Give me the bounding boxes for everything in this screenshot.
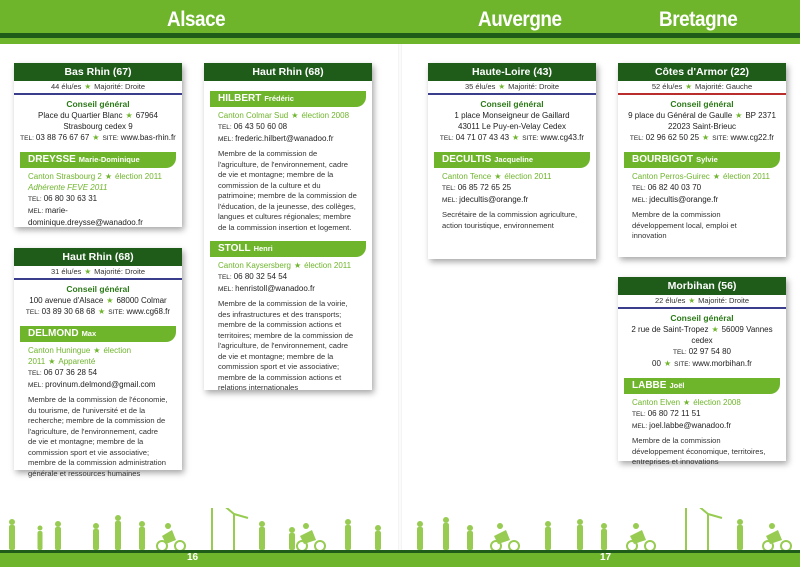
mel-label: MEL:: [632, 197, 648, 204]
email-link[interactable]: jdecultis@orange.fr: [459, 195, 529, 204]
star-icon: ★: [48, 357, 56, 366]
first-name: Frédéric: [264, 94, 294, 103]
email-link[interactable]: frederic.hilbert@wanadoo.fr: [235, 134, 334, 143]
conseil-general: [14, 280, 182, 320]
canton-line: [218, 260, 358, 271]
contact-line: [18, 132, 178, 144]
canton-line: [632, 171, 772, 182]
contact-line: [622, 346, 782, 370]
person-name: [624, 378, 780, 394]
address-line: 1 place Monseigneur de Gaillard: [454, 111, 570, 120]
email-link[interactable]: marie-dominique.dreysse@wanadoo.fr: [28, 206, 143, 227]
person-details: [210, 257, 366, 400]
mel-label: MEL:: [218, 286, 234, 293]
star-icon: ★: [125, 111, 133, 120]
apparente: Apparenté: [58, 357, 96, 366]
canton-line: [28, 171, 168, 182]
star-icon: ★: [663, 359, 672, 368]
email-link[interactable]: provinum.delmond@gmail.com: [45, 380, 156, 389]
address-line: Place du Quartier Blanc: [38, 111, 123, 120]
tel-line: [632, 182, 772, 194]
card-meta: [618, 295, 786, 309]
contact-line: [18, 306, 178, 318]
tel-line: [442, 182, 582, 194]
tel-line: [28, 193, 168, 205]
page-number-right: 17: [600, 552, 612, 563]
tel-label: TEL:: [218, 124, 232, 131]
person-name: [20, 326, 176, 342]
star-icon: ★: [735, 111, 743, 120]
region-title-bretagne: Bretagne: [659, 8, 738, 31]
tel-line: [218, 121, 358, 133]
tel-value: 02 97 54 80 00: [652, 347, 731, 368]
person-details: [20, 168, 176, 234]
conseil-general: [14, 95, 182, 146]
person-details: [20, 342, 176, 485]
page-gutter: [398, 44, 402, 567]
person-name: [624, 152, 780, 168]
election: élection 2011: [722, 172, 770, 181]
site-link[interactable]: www.cg68.fr: [126, 307, 171, 316]
site-link[interactable]: www.cg43.fr: [540, 133, 585, 142]
footer-line: [0, 550, 800, 553]
cg-title: Conseil général: [480, 99, 544, 109]
address-city: 43011 Le Puy-en-Velay Cedex: [458, 122, 566, 131]
first-name: Henri: [253, 244, 273, 253]
person-name: [434, 152, 590, 168]
card-haute-loire: [428, 63, 596, 259]
card-morbihan: [618, 277, 786, 466]
tel-value: 06 07 36 28 54: [43, 368, 98, 377]
tel-value: 06 80 72 11 51: [647, 409, 701, 418]
canton: Canton Huningue: [28, 346, 91, 355]
silhouette-group-left: [9, 515, 381, 551]
person-details: [624, 394, 780, 474]
person-name: [20, 152, 176, 168]
person-labbe: [624, 378, 780, 474]
star-icon: ★: [106, 296, 114, 305]
mel-label: MEL:: [442, 197, 458, 204]
last-name: DELMOND: [28, 328, 79, 339]
first-name: Sylvie: [696, 155, 718, 164]
star-icon: ★: [291, 111, 299, 120]
majority: Majorité: Droite: [94, 82, 146, 91]
region-title-alsace: Alsace: [167, 8, 226, 31]
cg-title: Conseil général: [66, 99, 130, 109]
contact-line: [622, 132, 782, 144]
cg-title: Conseil général: [670, 99, 734, 109]
tel-line: [632, 408, 772, 420]
star-icon: ★: [93, 346, 101, 355]
mel-line: [218, 133, 358, 145]
elus-count: 22 élu/es: [654, 296, 686, 305]
address-city: 67964 Strasbourg cedex 9: [63, 111, 158, 131]
last-name: STOLL: [218, 243, 251, 254]
conseil-general: [618, 95, 786, 146]
site-link[interactable]: www.bas-rhin.fr: [120, 133, 176, 142]
mel-label: MEL:: [632, 423, 648, 430]
person-dreysse: [20, 152, 176, 234]
mel-line: [28, 379, 168, 391]
card-title: Haute-Loire (43): [428, 63, 596, 81]
card-title: Haut Rhin (68): [204, 63, 372, 81]
cg-title: Conseil général: [670, 313, 734, 323]
star-icon: ★: [84, 82, 92, 91]
address-line: 2 rue de Saint-Tropez: [631, 325, 709, 334]
address: [622, 110, 782, 121]
tel-label: TEL:: [673, 349, 687, 356]
site-label: SITE:: [674, 361, 691, 368]
star-icon: ★: [683, 398, 691, 407]
tel-label: TEL:: [632, 411, 646, 418]
election: élection 2008: [301, 111, 350, 120]
tel-label: TEL:: [28, 196, 42, 203]
tel-value: 06 43 50 60 08: [233, 122, 288, 131]
card-haut-rhin-summary: [14, 248, 182, 478]
star-icon: ★: [494, 172, 502, 181]
last-name: LABBE: [632, 380, 667, 391]
election: élection 2011: [304, 261, 352, 270]
address-line: 100 avenue d'Alsace: [29, 296, 104, 305]
person-stoll: [210, 241, 366, 400]
canton: Canton Tence: [442, 172, 492, 181]
canton-line: [218, 110, 358, 121]
contact-line: [432, 132, 592, 144]
address: [622, 324, 782, 346]
canton: Canton Perros-Guirec: [632, 172, 710, 181]
card-meta: [14, 81, 182, 95]
mel-label: MEL:: [218, 136, 234, 143]
first-name: Joël: [669, 381, 685, 390]
mel-line: [218, 283, 358, 295]
tel-label: TEL:: [20, 135, 34, 142]
page-number-left: 16: [187, 552, 199, 563]
star-icon: ★: [498, 82, 506, 91]
tel-value: 03 89 30 68 68: [41, 307, 96, 316]
canton: Canton Strasbourg 2: [28, 172, 102, 181]
elus-count: 52 élu/es: [651, 82, 683, 91]
tel-label: TEL:: [632, 185, 646, 192]
tel-value: 02 96 62 50 25: [645, 133, 700, 142]
star-icon: ★: [712, 172, 720, 181]
email-link[interactable]: henristoll@wanadoo.fr: [235, 284, 315, 293]
star-icon: ★: [104, 172, 112, 181]
card-meta: [14, 266, 182, 280]
conseil-general: [428, 95, 596, 146]
card-title: Haut Rhin (68): [14, 248, 182, 266]
majority: Majorité: Droite: [698, 296, 750, 305]
canton-line: [632, 397, 772, 408]
election: élection 2011: [504, 172, 552, 181]
card-title: Bas Rhin (67): [14, 63, 182, 81]
tel-label: TEL:: [442, 185, 456, 192]
person-description: Secrétaire de la commission agriculture, action touristique, environnement: [442, 210, 578, 230]
majority: Majorité: Droite: [508, 82, 560, 91]
star-icon: ★: [711, 325, 719, 334]
tel-value: 06 85 72 65 25: [457, 183, 512, 192]
first-name: Max: [81, 329, 97, 338]
star-icon: ★: [98, 307, 106, 316]
canton: Canton Kaysersberg: [218, 261, 291, 270]
majority: Majorité: Droite: [94, 267, 146, 276]
star-icon: ★: [512, 133, 520, 142]
star-icon: ★: [702, 133, 710, 142]
tel-value: 06 80 32 54 54: [233, 272, 288, 281]
star-icon: ★: [293, 261, 302, 270]
mel-label: MEL:: [28, 208, 44, 215]
header-stripe: [0, 33, 800, 38]
person-name: [210, 241, 366, 257]
tel-value: 06 82 40 03 70: [647, 183, 702, 192]
person-description: Membre de la commission de la voirie, des infrastructures et des transports; membre de la commission actions et territoires; membre de la commission de l'agriculture, de l'environnement, cadre de vie et montagne; membre de la commission sport et vie associative; membre de la commission actions et relations internationales: [218, 299, 354, 392]
cg-title: Conseil général: [66, 284, 130, 294]
person-description: Membre de la commission de l'économie, du tourisme, de l'université et de la recherche; membre de la commission de l'agriculture, de l'environnement, cadre de vie et montagne; membre de la commission sport et vie associative; membre de la commission administration générale et ressources humaines: [28, 395, 168, 478]
card-meta: [618, 81, 786, 95]
tel-label: TEL:: [28, 370, 42, 377]
email-link[interactable]: jdecultis@orange.fr: [649, 195, 719, 204]
site-link[interactable]: www.cg22.fr: [730, 133, 775, 142]
tel-label: TEL:: [439, 135, 454, 142]
person-description: Membre de la commission de l'agriculture, de l'environnement, cadre de vie et montagne; membre de la commission de la culture et du patrimoine; membre de la commission de l'éducation, de la jeunesse, des collèges, langues et cultures régionales; membre de la commission insertion et logement.: [218, 149, 357, 232]
tel-value: 06 80 30 63 31: [43, 194, 98, 203]
card-haut-rhin-members: [204, 63, 372, 390]
star-icon: ★: [688, 296, 696, 305]
address-line: 9 place du Général de Gaulle: [628, 111, 733, 120]
address-city: 22023 Saint-Brieuc: [667, 122, 737, 131]
site-label: SITE:: [712, 135, 729, 142]
footer-ground: [0, 550, 800, 567]
person-description: Membre de la commission développement économique, territoires, entreprises et innovations: [632, 436, 766, 466]
election: élection 2011: [28, 346, 132, 366]
site-link[interactable]: www.morbihan.fr: [692, 359, 752, 368]
first-name: Marie-Dominique: [78, 155, 140, 164]
card-title: Morbihan (56): [618, 277, 786, 295]
email-link[interactable]: joel.labbe@wanadoo.fr: [649, 421, 732, 430]
elus-count: 35 élu/es: [464, 82, 496, 91]
tel-label: TEL:: [629, 135, 644, 142]
elus-count: 44 élu/es: [50, 82, 82, 91]
last-name: DREYSSE: [28, 154, 76, 165]
tel-label: TEL:: [25, 309, 40, 316]
tel-line: [28, 367, 168, 379]
site-label: SITE:: [102, 135, 119, 142]
person-name: [210, 91, 366, 107]
elus-count: 31 élu/es: [50, 267, 82, 276]
person-details: [210, 107, 366, 239]
first-name: Jacqueline: [494, 155, 534, 164]
address: [18, 295, 178, 306]
card-cotes-armor: [618, 63, 786, 257]
card-title: Côtes d'Armor (22): [618, 63, 786, 81]
tel-label: TEL:: [218, 274, 232, 281]
person-hilbert: [210, 91, 366, 239]
card-bas-rhin: [14, 63, 182, 227]
role: Adhérente FEVE 2011: [28, 183, 108, 192]
election: élection 2011: [115, 172, 162, 181]
election: élection 2008: [693, 398, 741, 407]
wind-turbine-icon: [196, 508, 722, 550]
mel-label: MEL:: [28, 382, 44, 389]
mel-line: [442, 194, 582, 206]
address: [18, 110, 178, 132]
star-icon: ★: [685, 82, 693, 91]
canton: Canton Elven: [632, 398, 681, 407]
mel-line: [632, 194, 772, 206]
canton-line: [28, 345, 168, 367]
mel-line: [632, 420, 772, 432]
canton: Canton Colmar Sud: [218, 111, 289, 120]
star-icon: ★: [84, 267, 92, 276]
majority: Majorité: Gauche: [695, 82, 753, 91]
person-bourbigot: [624, 152, 780, 248]
star-icon: ★: [92, 133, 100, 142]
address-city: 68000 Colmar: [116, 296, 167, 305]
tel-value: 03 88 76 67 67: [35, 133, 90, 142]
card-meta: [428, 81, 596, 95]
person-details: [434, 168, 590, 237]
tel-line: [218, 271, 358, 283]
region-title-auvergne: Auvergne: [478, 8, 562, 31]
person-description: Membre de la commission développement local, emploi et innovation: [632, 210, 737, 240]
address-city: 56009 Vannes cedex: [691, 325, 773, 345]
tel-value: 04 71 07 43 43: [455, 133, 510, 142]
last-name: DECULTIS: [442, 154, 492, 165]
canton-line: [442, 171, 582, 182]
site-label: SITE:: [108, 309, 125, 316]
mel-line: [28, 205, 168, 228]
address-bp: BP 2371: [745, 111, 776, 120]
silhouette-group-right: [417, 517, 791, 551]
person-decultis: [434, 152, 590, 237]
site-label: SITE:: [522, 135, 539, 142]
conseil-general: [618, 309, 786, 372]
last-name: BOURBIGOT: [632, 154, 694, 165]
person-delmond: [20, 326, 176, 485]
last-name: HILBERT: [218, 93, 262, 104]
person-details: [624, 168, 780, 248]
